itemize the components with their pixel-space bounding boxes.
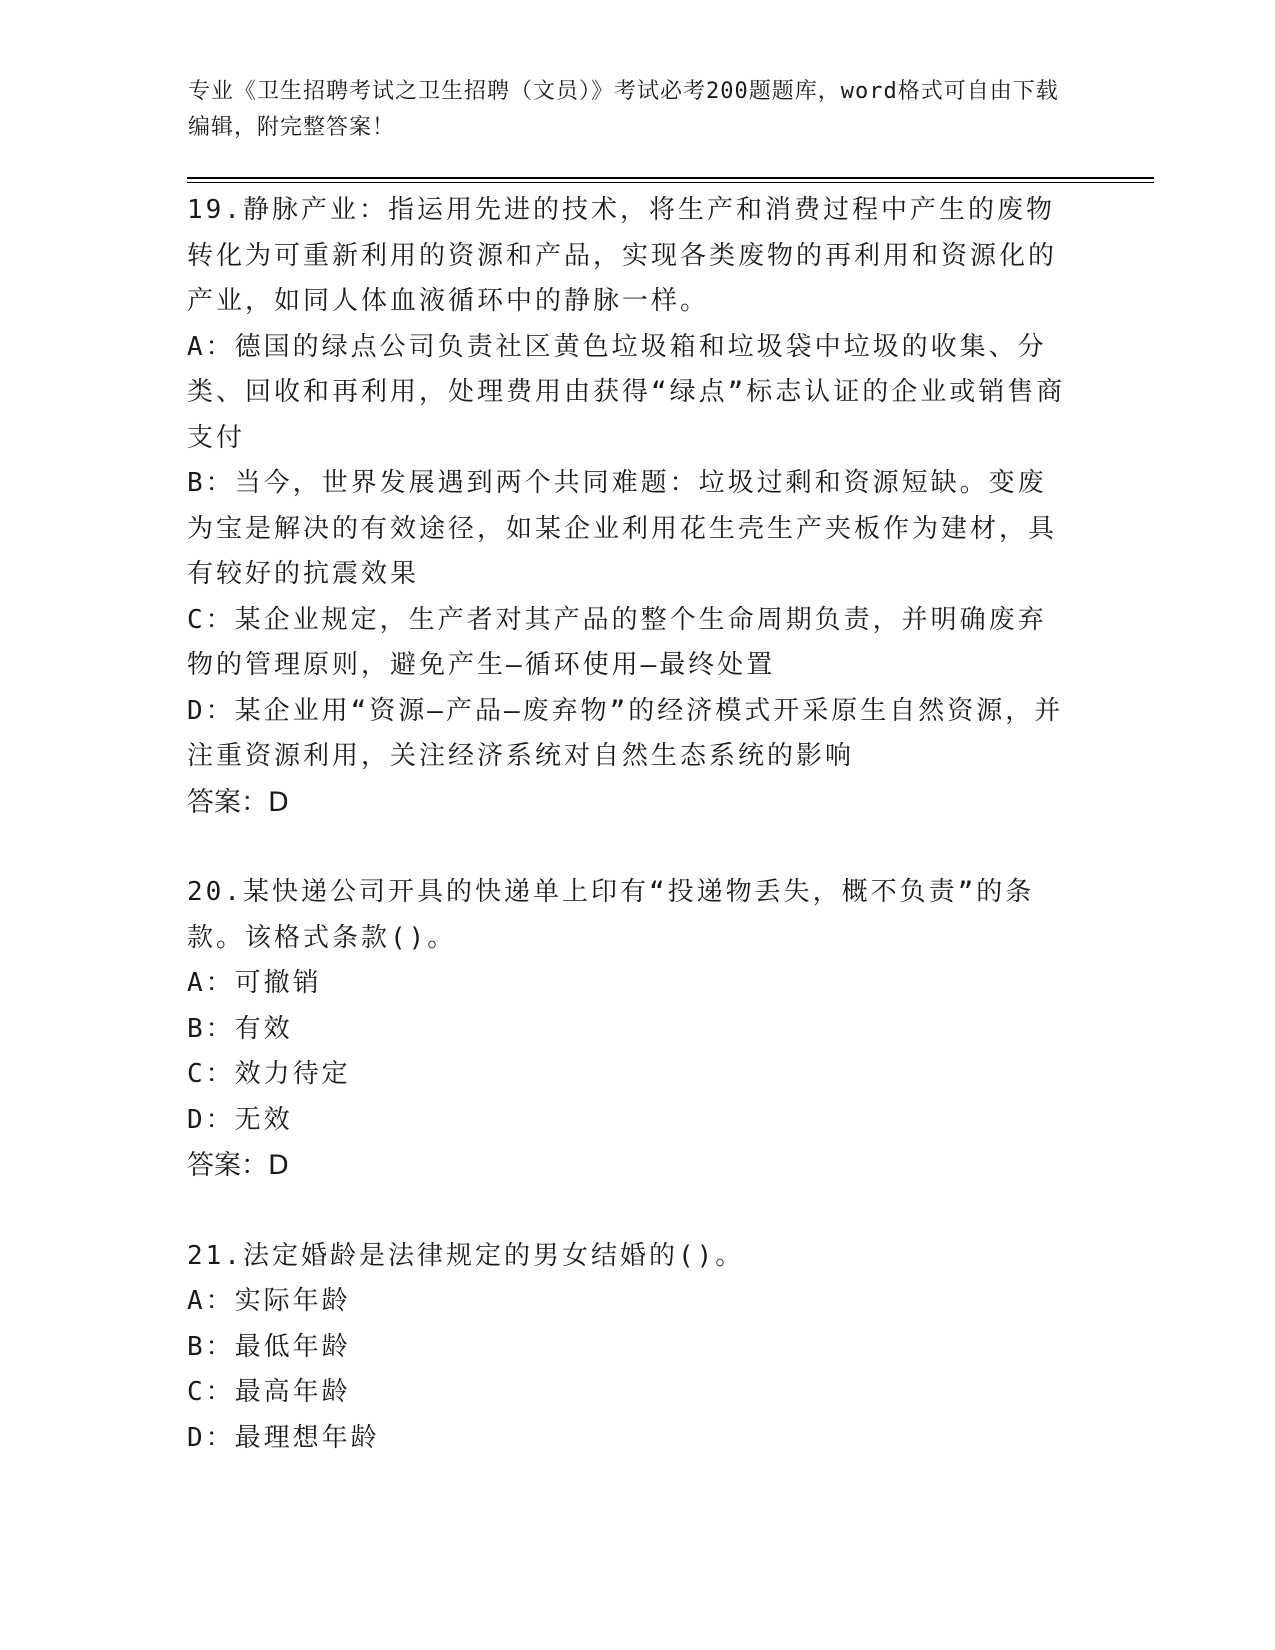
option-c: C：效力待定 [187, 1059, 351, 1089]
header-divider-thin [187, 182, 1154, 183]
page-header: 专业《卫生招聘考试之卫生招聘（文员）》考试必考200题题库，word格式可自由下载编辑，附完整答案！ [188, 79, 1059, 140]
option-b: B：最低年龄 [187, 1331, 351, 1362]
option-d: D：最理想年龄 [187, 1422, 380, 1453]
option-a: A：德国的绿点公司负责社区黄色垃圾箱和垃圾袋中垃圾的收集、分类、回收和再利用，处理费用由获得“绿点”标志认证的企业或销售商支付 [187, 331, 1066, 453]
option-d: D：无效 [187, 1104, 293, 1135]
header-divider-thick [187, 177, 1154, 179]
question-20 [187, 870, 1067, 1189]
question-19 [187, 188, 1067, 825]
question-stem: 21.法定婚龄是法律规定的男女结婚的()。 [187, 1240, 745, 1271]
question-stem: 20.某快递公司开具的快递单上印有“投递物丢失，概不负责”的条款。该格式条款()。 [187, 877, 1035, 953]
option-c: C：某企业规定，生产者对其产品的整个生命周期负责，并明确废弃物的管理原则，避免产生—循环使用—最终处置 [187, 604, 1047, 680]
question-spacer [187, 1189, 1067, 1234]
answer-line: 答案：D [187, 786, 289, 818]
option-b: B：有效 [187, 1013, 293, 1044]
answer-line: 答案：D [187, 1150, 289, 1181]
option-a: A：实际年龄 [187, 1286, 351, 1316]
question-spacer [187, 825, 1067, 870]
option-b: B：当今，世界发展遇到两个共同难题：垃圾过剩和资源短缺。变废为宝是解决的有效途径，如某企业利用花生壳生产夹板作为建材，具有较好的抗震效果 [187, 468, 1058, 589]
option-c: C：最高年龄 [187, 1377, 351, 1407]
option-d: D：某企业用“资源—产品—废弃物”的经济模式开采原生自然资源，并注重资源利用，关注经济系统对自然生态系统的影响 [187, 695, 1064, 771]
option-a: A：可撤销 [187, 968, 322, 998]
question-stem: 19.静脉产业：指运用先进的技术，将生产和消费过程中产生的废物转化为可重新利用的资源和产品，实现各类废物的再利用和资源化的产业，如同人体血液循环中的静脉一样。 [187, 195, 1058, 316]
question-21 [187, 1234, 1067, 1462]
question-list [187, 188, 1067, 1461]
